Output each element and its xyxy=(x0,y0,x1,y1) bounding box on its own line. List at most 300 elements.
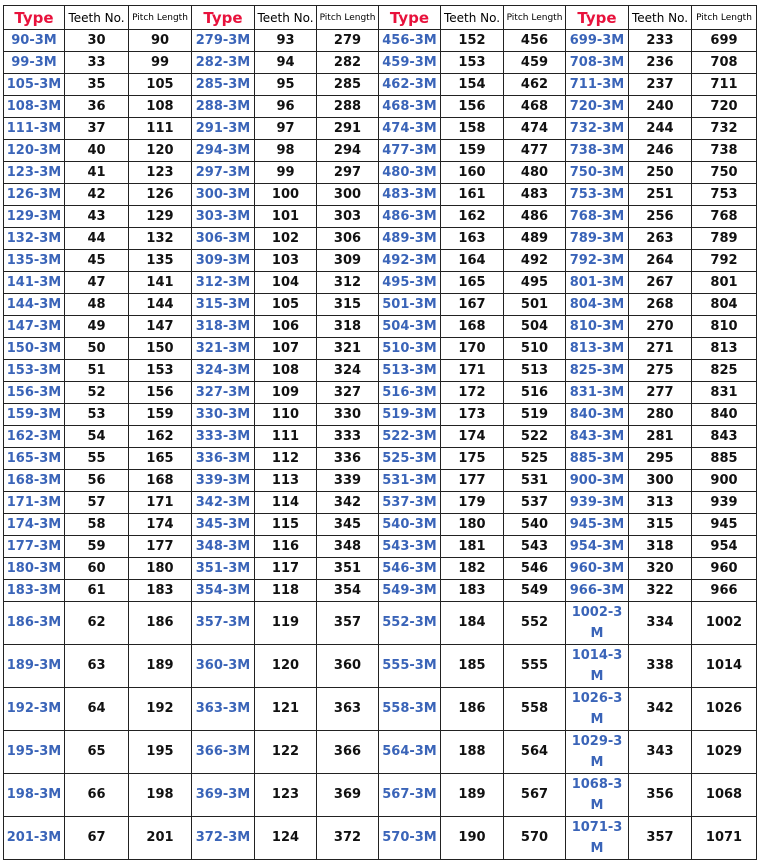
pitch-length-cell: 459 xyxy=(504,52,566,74)
teeth-no-cell: 53 xyxy=(65,404,129,426)
header-teeth-no: Teeth No. xyxy=(629,6,692,30)
pitch-length-cell: 312 xyxy=(317,272,379,294)
teeth-no-cell: 55 xyxy=(65,448,129,470)
type-cell: 336-3M xyxy=(192,448,255,470)
table-row xyxy=(4,470,757,492)
pitch-length-cell: 300 xyxy=(317,184,379,206)
header-type: Type xyxy=(4,6,65,30)
type-cell: 555-3M xyxy=(379,645,441,688)
type-cell: 366-3M xyxy=(192,731,255,774)
pitch-length-cell: 126 xyxy=(129,184,192,206)
type-cell: 501-3M xyxy=(379,294,441,316)
type-cell: 330-3M xyxy=(192,404,255,426)
teeth-no-cell: 159 xyxy=(441,140,504,162)
type-cell: 135-3M xyxy=(4,250,65,272)
pitch-length-cell: 90 xyxy=(129,30,192,52)
type-cell: 567-3M xyxy=(379,774,441,817)
teeth-no-cell: 313 xyxy=(629,492,692,514)
table-row xyxy=(4,118,757,140)
teeth-no-cell: 120 xyxy=(255,645,317,688)
pitch-length-cell: 342 xyxy=(317,492,379,514)
teeth-no-cell: 190 xyxy=(441,817,504,860)
pitch-length-cell: 555 xyxy=(504,645,566,688)
header-type: Type xyxy=(192,6,255,30)
type-cell: 153-3M xyxy=(4,360,65,382)
teeth-no-cell: 164 xyxy=(441,250,504,272)
table-row xyxy=(4,688,757,731)
teeth-no-cell: 63 xyxy=(65,645,129,688)
type-cell: 486-3M xyxy=(379,206,441,228)
type-cell: 342-3M xyxy=(192,492,255,514)
pitch-length-cell: 282 xyxy=(317,52,379,74)
teeth-no-cell: 59 xyxy=(65,536,129,558)
type-cell: 462-3M xyxy=(379,74,441,96)
pitch-length-cell: 549 xyxy=(504,580,566,602)
pitch-length-cell: 768 xyxy=(692,206,757,228)
pitch-length-cell: 99 xyxy=(129,52,192,74)
type-cell: 699-3M xyxy=(566,30,629,52)
pitch-length-cell: 519 xyxy=(504,404,566,426)
type-cell: 540-3M xyxy=(379,514,441,536)
table-row xyxy=(4,228,757,250)
teeth-no-cell: 40 xyxy=(65,140,129,162)
teeth-no-cell: 47 xyxy=(65,272,129,294)
pitch-length-cell: 699 xyxy=(692,30,757,52)
type-cell: 516-3M xyxy=(379,382,441,404)
teeth-no-cell: 123 xyxy=(255,774,317,817)
type-cell: 90-3M xyxy=(4,30,65,52)
table-row xyxy=(4,184,757,206)
teeth-no-cell: 61 xyxy=(65,580,129,602)
teeth-no-cell: 240 xyxy=(629,96,692,118)
type-cell: 141-3M xyxy=(4,272,65,294)
pitch-length-cell: 147 xyxy=(129,316,192,338)
type-cell: 279-3M xyxy=(192,30,255,52)
type-cell: 519-3M xyxy=(379,404,441,426)
pitch-length-cell: 474 xyxy=(504,118,566,140)
pitch-length-cell: 165 xyxy=(129,448,192,470)
teeth-no-cell: 173 xyxy=(441,404,504,426)
pitch-length-cell: 753 xyxy=(692,184,757,206)
type-cell: 315-3M xyxy=(192,294,255,316)
type-cell: 495-3M xyxy=(379,272,441,294)
type-cell: 156-3M xyxy=(4,382,65,404)
header-pitch-length: Pitch Length xyxy=(692,6,757,30)
type-cell: 1014-3M xyxy=(566,645,629,688)
teeth-no-cell: 37 xyxy=(65,118,129,140)
pitch-length-cell: 738 xyxy=(692,140,757,162)
teeth-no-cell: 113 xyxy=(255,470,317,492)
type-cell: 840-3M xyxy=(566,404,629,426)
teeth-no-cell: 48 xyxy=(65,294,129,316)
type-cell: 789-3M xyxy=(566,228,629,250)
teeth-no-cell: 42 xyxy=(65,184,129,206)
pitch-length-cell: 171 xyxy=(129,492,192,514)
teeth-no-cell: 109 xyxy=(255,382,317,404)
type-cell: 297-3M xyxy=(192,162,255,184)
pitch-length-cell: 720 xyxy=(692,96,757,118)
teeth-no-cell: 57 xyxy=(65,492,129,514)
pitch-length-cell: 831 xyxy=(692,382,757,404)
teeth-no-cell: 50 xyxy=(65,338,129,360)
teeth-no-cell: 161 xyxy=(441,184,504,206)
teeth-no-cell: 118 xyxy=(255,580,317,602)
teeth-no-cell: 172 xyxy=(441,382,504,404)
teeth-no-cell: 100 xyxy=(255,184,317,206)
teeth-no-cell: 35 xyxy=(65,74,129,96)
teeth-no-cell: 62 xyxy=(65,602,129,645)
type-cell: 111-3M xyxy=(4,118,65,140)
pitch-length-cell: 813 xyxy=(692,338,757,360)
header-pitch-length: Pitch Length xyxy=(317,6,379,30)
teeth-no-cell: 52 xyxy=(65,382,129,404)
teeth-no-cell: 119 xyxy=(255,602,317,645)
table-row xyxy=(4,162,757,184)
teeth-no-cell: 105 xyxy=(255,294,317,316)
pitch-length-cell: 468 xyxy=(504,96,566,118)
teeth-no-cell: 315 xyxy=(629,514,692,536)
table-row xyxy=(4,96,757,118)
pitch-length-cell: 480 xyxy=(504,162,566,184)
table-row xyxy=(4,448,757,470)
teeth-no-cell: 322 xyxy=(629,580,692,602)
teeth-no-cell: 101 xyxy=(255,206,317,228)
pitch-length-cell: 789 xyxy=(692,228,757,250)
pitch-length-cell: 504 xyxy=(504,316,566,338)
teeth-no-cell: 320 xyxy=(629,558,692,580)
teeth-no-cell: 251 xyxy=(629,184,692,206)
pitch-length-cell: 123 xyxy=(129,162,192,184)
pitch-length-cell: 318 xyxy=(317,316,379,338)
table-row xyxy=(4,382,757,404)
type-cell: 1071-3M xyxy=(566,817,629,860)
teeth-no-cell: 189 xyxy=(441,774,504,817)
pitch-length-cell: 501 xyxy=(504,294,566,316)
teeth-no-cell: 174 xyxy=(441,426,504,448)
type-cell: 312-3M xyxy=(192,272,255,294)
teeth-no-cell: 270 xyxy=(629,316,692,338)
type-cell: 147-3M xyxy=(4,316,65,338)
type-cell: 372-3M xyxy=(192,817,255,860)
type-cell: 531-3M xyxy=(379,470,441,492)
pitch-length-cell: 372 xyxy=(317,817,379,860)
teeth-no-cell: 246 xyxy=(629,140,692,162)
pitch-length-cell: 1026 xyxy=(692,688,757,731)
teeth-no-cell: 56 xyxy=(65,470,129,492)
type-cell: 369-3M xyxy=(192,774,255,817)
teeth-no-cell: 121 xyxy=(255,688,317,731)
table-row xyxy=(4,514,757,536)
pitch-length-cell: 150 xyxy=(129,338,192,360)
pitch-length-cell: 297 xyxy=(317,162,379,184)
pitch-length-cell: 180 xyxy=(129,558,192,580)
teeth-no-cell: 153 xyxy=(441,52,504,74)
type-cell: 348-3M xyxy=(192,536,255,558)
pitch-length-cell: 315 xyxy=(317,294,379,316)
teeth-no-cell: 41 xyxy=(65,162,129,184)
pitch-length-cell: 120 xyxy=(129,140,192,162)
table-row xyxy=(4,360,757,382)
teeth-no-cell: 233 xyxy=(629,30,692,52)
teeth-no-cell: 170 xyxy=(441,338,504,360)
pitch-length-cell: 345 xyxy=(317,514,379,536)
type-cell: 843-3M xyxy=(566,426,629,448)
type-cell: 900-3M xyxy=(566,470,629,492)
type-cell: 1002-3M xyxy=(566,602,629,645)
pitch-length-cell: 279 xyxy=(317,30,379,52)
table-row xyxy=(4,338,757,360)
teeth-no-cell: 108 xyxy=(255,360,317,382)
header-type: Type xyxy=(379,6,441,30)
type-cell: 720-3M xyxy=(566,96,629,118)
pitch-length-cell: 486 xyxy=(504,206,566,228)
type-cell: 198-3M xyxy=(4,774,65,817)
pitch-length-cell: 291 xyxy=(317,118,379,140)
type-cell: 165-3M xyxy=(4,448,65,470)
teeth-no-cell: 51 xyxy=(65,360,129,382)
teeth-no-cell: 98 xyxy=(255,140,317,162)
type-cell: 129-3M xyxy=(4,206,65,228)
teeth-no-cell: 33 xyxy=(65,52,129,74)
type-cell: 123-3M xyxy=(4,162,65,184)
type-cell: 885-3M xyxy=(566,448,629,470)
teeth-no-cell: 156 xyxy=(441,96,504,118)
pitch-length-cell: 510 xyxy=(504,338,566,360)
teeth-no-cell: 184 xyxy=(441,602,504,645)
pitch-length-cell: 525 xyxy=(504,448,566,470)
teeth-no-cell: 275 xyxy=(629,360,692,382)
pitch-length-cell: 129 xyxy=(129,206,192,228)
header-teeth-no: Teeth No. xyxy=(441,6,504,30)
teeth-no-cell: 295 xyxy=(629,448,692,470)
type-cell: 489-3M xyxy=(379,228,441,250)
type-cell: 459-3M xyxy=(379,52,441,74)
type-cell: 537-3M xyxy=(379,492,441,514)
type-cell: 327-3M xyxy=(192,382,255,404)
teeth-no-cell: 117 xyxy=(255,558,317,580)
type-cell: 474-3M xyxy=(379,118,441,140)
teeth-no-cell: 122 xyxy=(255,731,317,774)
type-cell: 1029-3M xyxy=(566,731,629,774)
type-cell: 180-3M xyxy=(4,558,65,580)
teeth-no-cell: 281 xyxy=(629,426,692,448)
header-type: Type xyxy=(566,6,629,30)
teeth-no-cell: 93 xyxy=(255,30,317,52)
teeth-no-cell: 277 xyxy=(629,382,692,404)
type-cell: 810-3M xyxy=(566,316,629,338)
pitch-length-cell: 183 xyxy=(129,580,192,602)
teeth-no-cell: 167 xyxy=(441,294,504,316)
pitch-length-cell: 792 xyxy=(692,250,757,272)
pitch-length-cell: 537 xyxy=(504,492,566,514)
type-cell: 522-3M xyxy=(379,426,441,448)
teeth-no-cell: 112 xyxy=(255,448,317,470)
table-row xyxy=(4,731,757,774)
pitch-length-cell: 960 xyxy=(692,558,757,580)
teeth-no-cell: 96 xyxy=(255,96,317,118)
pitch-length-cell: 1071 xyxy=(692,817,757,860)
teeth-no-cell: 152 xyxy=(441,30,504,52)
table-row xyxy=(4,30,757,52)
teeth-no-cell: 64 xyxy=(65,688,129,731)
teeth-no-cell: 342 xyxy=(629,688,692,731)
teeth-no-cell: 343 xyxy=(629,731,692,774)
type-cell: 186-3M xyxy=(4,602,65,645)
pitch-length-cell: 483 xyxy=(504,184,566,206)
table-row xyxy=(4,602,757,645)
pitch-length-cell: 144 xyxy=(129,294,192,316)
pitch-length-cell: 189 xyxy=(129,645,192,688)
teeth-no-cell: 106 xyxy=(255,316,317,338)
teeth-no-cell: 158 xyxy=(441,118,504,140)
pitch-length-cell: 174 xyxy=(129,514,192,536)
teeth-no-cell: 185 xyxy=(441,645,504,688)
teeth-no-cell: 256 xyxy=(629,206,692,228)
teeth-no-cell: 154 xyxy=(441,74,504,96)
pitch-length-cell: 201 xyxy=(129,817,192,860)
pitch-length-cell: 567 xyxy=(504,774,566,817)
pitch-length-cell: 456 xyxy=(504,30,566,52)
table-row xyxy=(4,580,757,602)
pitch-length-cell: 477 xyxy=(504,140,566,162)
pitch-length-cell: 825 xyxy=(692,360,757,382)
pitch-length-cell: 840 xyxy=(692,404,757,426)
type-cell: 195-3M xyxy=(4,731,65,774)
type-cell: 354-3M xyxy=(192,580,255,602)
type-cell: 162-3M xyxy=(4,426,65,448)
header-pitch-length: Pitch Length xyxy=(504,6,566,30)
type-cell: 108-3M xyxy=(4,96,65,118)
pitch-length-cell: 885 xyxy=(692,448,757,470)
pitch-length-cell: 108 xyxy=(129,96,192,118)
type-cell: 126-3M xyxy=(4,184,65,206)
type-cell: 345-3M xyxy=(192,514,255,536)
type-cell: 159-3M xyxy=(4,404,65,426)
pitch-length-cell: 186 xyxy=(129,602,192,645)
type-cell: 168-3M xyxy=(4,470,65,492)
table-row xyxy=(4,74,757,96)
teeth-no-cell: 30 xyxy=(65,30,129,52)
teeth-no-cell: 103 xyxy=(255,250,317,272)
timing-belt-size-table xyxy=(3,5,757,860)
type-cell: 1068-3M xyxy=(566,774,629,817)
teeth-no-cell: 268 xyxy=(629,294,692,316)
pitch-length-cell: 954 xyxy=(692,536,757,558)
teeth-no-cell: 280 xyxy=(629,404,692,426)
type-cell: 189-3M xyxy=(4,645,65,688)
type-cell: 294-3M xyxy=(192,140,255,162)
type-cell: 525-3M xyxy=(379,448,441,470)
type-cell: 183-3M xyxy=(4,580,65,602)
teeth-no-cell: 244 xyxy=(629,118,692,140)
pitch-length-cell: 132 xyxy=(129,228,192,250)
pitch-length-cell: 513 xyxy=(504,360,566,382)
teeth-no-cell: 115 xyxy=(255,514,317,536)
type-cell: 966-3M xyxy=(566,580,629,602)
teeth-no-cell: 65 xyxy=(65,731,129,774)
teeth-no-cell: 175 xyxy=(441,448,504,470)
pitch-length-cell: 564 xyxy=(504,731,566,774)
pitch-length-cell: 330 xyxy=(317,404,379,426)
pitch-length-cell: 462 xyxy=(504,74,566,96)
type-cell: 468-3M xyxy=(379,96,441,118)
pitch-length-cell: 111 xyxy=(129,118,192,140)
table-row xyxy=(4,426,757,448)
pitch-length-cell: 192 xyxy=(129,688,192,731)
pitch-length-cell: 306 xyxy=(317,228,379,250)
type-cell: 480-3M xyxy=(379,162,441,184)
teeth-no-cell: 124 xyxy=(255,817,317,860)
type-cell: 945-3M xyxy=(566,514,629,536)
type-cell: 831-3M xyxy=(566,382,629,404)
teeth-no-cell: 43 xyxy=(65,206,129,228)
pitch-length-cell: 177 xyxy=(129,536,192,558)
teeth-no-cell: 165 xyxy=(441,272,504,294)
pitch-length-cell: 546 xyxy=(504,558,566,580)
teeth-no-cell: 163 xyxy=(441,228,504,250)
pitch-length-cell: 198 xyxy=(129,774,192,817)
teeth-no-cell: 66 xyxy=(65,774,129,817)
type-cell: 1026-3M xyxy=(566,688,629,731)
pitch-length-cell: 333 xyxy=(317,426,379,448)
type-cell: 792-3M xyxy=(566,250,629,272)
type-cell: 288-3M xyxy=(192,96,255,118)
type-cell: 558-3M xyxy=(379,688,441,731)
type-cell: 201-3M xyxy=(4,817,65,860)
teeth-no-cell: 171 xyxy=(441,360,504,382)
type-cell: 120-3M xyxy=(4,140,65,162)
pitch-length-cell: 522 xyxy=(504,426,566,448)
type-cell: 300-3M xyxy=(192,184,255,206)
pitch-length-cell: 369 xyxy=(317,774,379,817)
type-cell: 549-3M xyxy=(379,580,441,602)
type-cell: 177-3M xyxy=(4,536,65,558)
pitch-length-cell: 135 xyxy=(129,250,192,272)
pitch-length-cell: 495 xyxy=(504,272,566,294)
pitch-length-cell: 105 xyxy=(129,74,192,96)
pitch-length-cell: 363 xyxy=(317,688,379,731)
pitch-length-cell: 1029 xyxy=(692,731,757,774)
pitch-length-cell: 168 xyxy=(129,470,192,492)
type-cell: 939-3M xyxy=(566,492,629,514)
type-cell: 309-3M xyxy=(192,250,255,272)
teeth-no-cell: 49 xyxy=(65,316,129,338)
pitch-length-cell: 162 xyxy=(129,426,192,448)
pitch-length-cell: 939 xyxy=(692,492,757,514)
pitch-length-cell: 558 xyxy=(504,688,566,731)
type-cell: 192-3M xyxy=(4,688,65,731)
type-cell: 543-3M xyxy=(379,536,441,558)
pitch-length-cell: 711 xyxy=(692,74,757,96)
teeth-no-cell: 114 xyxy=(255,492,317,514)
type-cell: 363-3M xyxy=(192,688,255,731)
table-row xyxy=(4,645,757,688)
pitch-length-cell: 339 xyxy=(317,470,379,492)
pitch-length-cell: 540 xyxy=(504,514,566,536)
pitch-length-cell: 492 xyxy=(504,250,566,272)
teeth-no-cell: 318 xyxy=(629,536,692,558)
pitch-length-cell: 810 xyxy=(692,316,757,338)
pitch-length-cell: 159 xyxy=(129,404,192,426)
type-cell: 456-3M xyxy=(379,30,441,52)
type-cell: 960-3M xyxy=(566,558,629,580)
teeth-no-cell: 45 xyxy=(65,250,129,272)
pitch-length-cell: 750 xyxy=(692,162,757,184)
type-cell: 750-3M xyxy=(566,162,629,184)
pitch-length-cell: 804 xyxy=(692,294,757,316)
pitch-length-cell: 543 xyxy=(504,536,566,558)
type-cell: 711-3M xyxy=(566,74,629,96)
